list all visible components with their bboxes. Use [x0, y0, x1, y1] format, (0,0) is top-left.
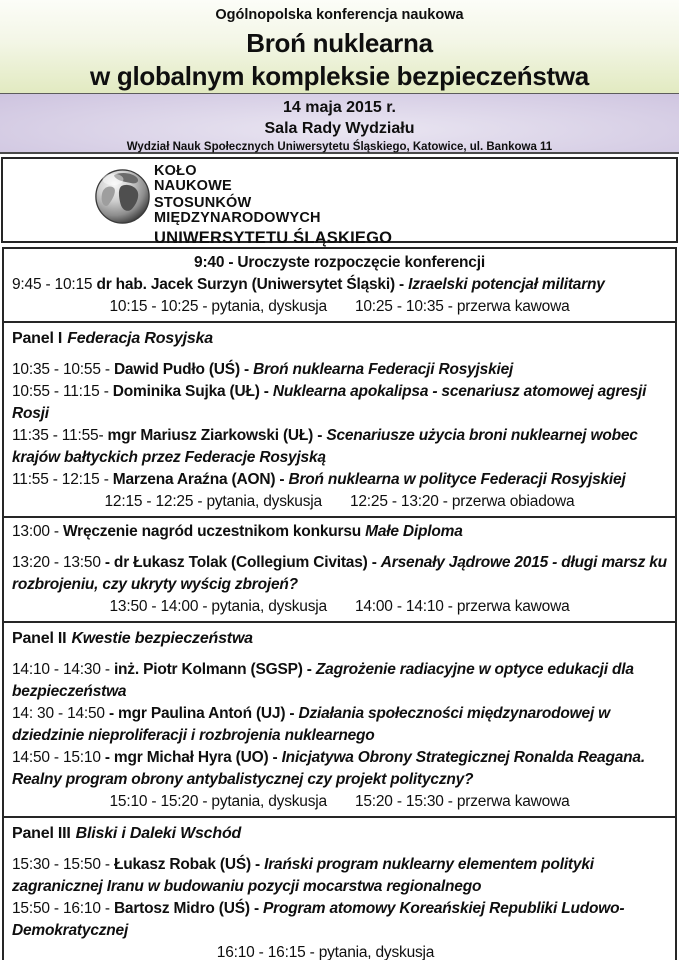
conference-header: [0, 0, 679, 93]
talk-speaker: - mgr Paulina Antoń (UJ) -: [108, 705, 299, 722]
talk-title: Małe Diploma: [365, 523, 463, 540]
panel-name: Bliski i Daleki Wschód: [75, 825, 242, 842]
talk-time: 15:50 - 16:10 -: [12, 900, 114, 917]
talk-speaker: Łukasz Robak (UŚ) -: [113, 856, 265, 873]
panel-label: Panel I: [12, 330, 63, 347]
talk-time: 13:00 -: [12, 523, 63, 540]
event-venue: Sala Rady Wydziału: [264, 120, 415, 137]
coffee-break-slot: 15:20 - 15:30 - przerwa kawowa: [354, 793, 570, 810]
talk-row: [12, 425, 667, 469]
talk-row: [12, 469, 667, 491]
talk-row: [12, 552, 667, 596]
organizer-logo-box: [1, 157, 678, 247]
conference-kicker: Ogólnopolska konferencja naukowa: [215, 7, 464, 23]
talk-time: 14:50 - 15:10: [12, 749, 105, 766]
panel-title: [12, 326, 667, 359]
section-opening: [4, 249, 675, 321]
coffee-break-slot: 14:00 - 14:10 - przerwa kawowa: [354, 598, 570, 615]
conference-title-line1: Broń nuklearna: [246, 28, 433, 58]
talk-speaker: dr hab. Jacek Surzyn (Uniwersytet Śląski) -: [96, 276, 409, 293]
talk-speaker: mgr Mariusz Ziarkowski (UŁ) -: [107, 427, 327, 444]
talk-speaker: - mgr Michał Hyra (UO) -: [104, 749, 282, 766]
talk-row: [12, 274, 667, 296]
section-panel-3: [4, 816, 675, 960]
panel-name: Kwestie bezpieczeństwa: [71, 630, 253, 647]
conference-title-line2: w globalnym kompleksie bezpieczeństwa: [90, 61, 589, 91]
lunch-break-slot: 12:25 - 13:20 - przerwa obiadowa: [349, 493, 575, 510]
talk-speaker: Marzena Araźna (AON) -: [112, 471, 289, 488]
event-date: 14 maja 2015 r.: [283, 99, 396, 116]
discussion-slot: 10:15 - 10:25 - pytania, dyskusja: [109, 298, 327, 315]
talk-title: Arsenały Jądrowe 2015 - długi marsz ku rozbrojeniu, czy ukryty wyścig zbrojeń?: [12, 554, 667, 593]
talk-row: [12, 659, 667, 703]
talk-time: 13:20 - 13:50: [12, 554, 105, 571]
panel-label: Panel II: [12, 630, 67, 647]
talk-row: [12, 898, 667, 942]
talk-speaker: Dominika Sujka (UŁ) -: [112, 383, 273, 400]
talk-row: [12, 521, 667, 543]
talk-time: 15:30 - 15:50 -: [12, 856, 114, 873]
panel-title: [12, 626, 667, 659]
talk-title: Nuklearna apokalipsa - scenariusz atomowej agresji Rosji: [12, 383, 647, 422]
talk-time: 14:10 - 14:30 -: [12, 661, 114, 678]
talk-row: [12, 854, 667, 898]
breaks-row: [12, 791, 667, 813]
program-box: [2, 247, 677, 960]
talk-row: [12, 359, 667, 381]
talk-speaker: Dawid Pudło (UŚ) -: [113, 361, 254, 378]
talk-title: Broń nuklearna Federacji Rosyjskiej: [253, 361, 514, 378]
talk-row: [12, 703, 667, 747]
panel-title: [12, 821, 667, 854]
talk-row: [12, 747, 667, 791]
breaks-row: [12, 296, 667, 318]
logo-line-3: STOSUNKÓW: [154, 195, 252, 211]
event-address: Wydział Nauk Społecznych Uniwersytetu Śląskiego, Katowice, ul. Bankowa 11: [126, 141, 553, 153]
breaks-row: [12, 491, 667, 513]
breaks-row: [12, 596, 667, 618]
talk-speaker: Wręczenie nagród uczestnikom konkursu: [62, 523, 366, 540]
logo-line-2: NAUKOWE: [154, 177, 232, 194]
section-panel-2: [4, 621, 675, 816]
talk-title: Inicjatywa Obrony Strategicznej Ronalda Reagana. Realny program obrony antybalistycznej czy projekt polityczny?: [12, 749, 645, 788]
talk-time: 14: 30 - 14:50: [12, 705, 109, 722]
logo-line-1: KOŁO: [154, 163, 197, 179]
talk-title: Izraelski potencjał militarny: [408, 276, 605, 293]
discussion-slot: 16:10 - 16:15 - pytania, dyskusja: [216, 944, 435, 960]
talk-title: Broń nuklearna w polityce Federacji Rosyjskiej: [288, 471, 626, 488]
logo-organization: UNIWERSYTETU ŚLĄSKIEGO: [154, 229, 393, 247]
talk-title: Irański program nuklearny elementem polityki zagranicznej Iranu w budowaniu pozycji mocarstwa regionalnego: [12, 856, 594, 895]
talk-title: Działania społeczności międzynarodowej w dziedzinie nieproliferacji i rozbrojenia nuklearnego: [12, 705, 611, 744]
talk-time: 11:55 - 12:15 -: [12, 471, 113, 488]
panel-label: Panel III: [12, 825, 71, 842]
talk-speaker: Bartosz Midro (UŚ) -: [113, 900, 264, 917]
logo-line-4: MIĘDZYNARODOWYCH: [154, 209, 321, 226]
section-panel-1: [4, 321, 675, 516]
info-band: [0, 93, 679, 154]
discussion-slot: 13:50 - 14:00 - pytania, dyskusja: [109, 598, 327, 615]
discussion-slot: 15:10 - 15:20 - pytania, dyskusja: [109, 793, 327, 810]
talk-title: Zagrożenie radiacyjne w optyce edukacji dla bezpieczeństwa: [12, 661, 634, 700]
talk-time: 10:35 - 10:55 -: [12, 361, 114, 378]
talk-time: 10:55 - 11:15 -: [12, 383, 113, 400]
talk-time: 9:45 - 10:15: [12, 276, 97, 293]
breaks-row: [12, 942, 667, 960]
globe-icon: [94, 168, 151, 225]
panel-name: Federacja Rosyjska: [67, 330, 214, 347]
talk-speaker: inż. Piotr Kolmann (SGSP) -: [113, 661, 316, 678]
talk-title: Scenariusze użycia broni nuklearnej wobec krajów bałtyckich przez Federacje Rosyjską: [12, 427, 638, 466]
talk-time: 11:35 - 11:55-: [12, 427, 108, 444]
coffee-break-slot: 10:25 - 10:35 - przerwa kawowa: [354, 298, 570, 315]
talk-speaker: - dr Łukasz Tolak (Collegium Civitas) -: [104, 554, 381, 571]
opening-line: 9:40 - Uroczyste rozpoczęcie konferencji: [194, 254, 485, 271]
talk-row: [12, 381, 667, 425]
discussion-slot: 12:15 - 12:25 - pytania, dyskusja: [104, 493, 322, 510]
talk-title: Program atomowy Koreańskiej Republiki Ludowo-Demokratycznej: [12, 900, 625, 939]
section-awards: [4, 516, 675, 621]
